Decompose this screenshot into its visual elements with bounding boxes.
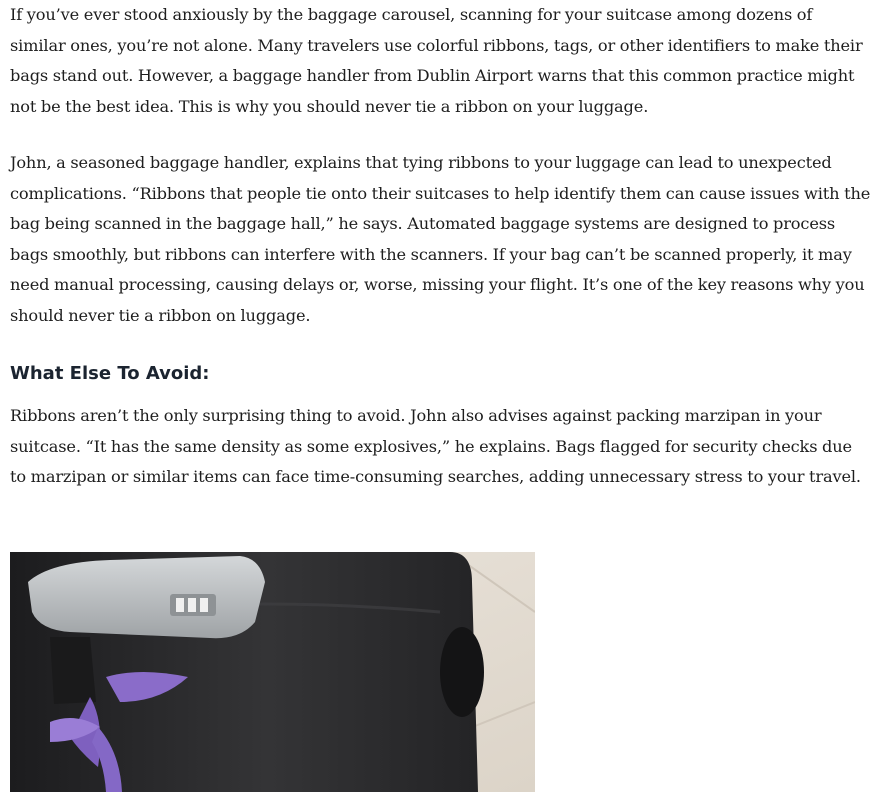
suitcase-ribbon-photo (10, 552, 535, 792)
handle-housing (28, 556, 265, 638)
section-heading: What Else To Avoid: (10, 363, 210, 384)
intro-paragraph: If you’ve ever stood anxiously by the baggage carousel, scanning for your suitcase among dozens of similar ones, you’re not alone. Many travelers use colorful ribbons, tags, or other identifiers to make their bags stand out. However, a baggage handler from Dublin Airport warns that this common practice might not be the best idea. This is why you should never tie a ribbon on your luggage. (10, 5, 863, 116)
section-paragraph: Ribbons aren’t the only surprising thing to avoid. John also advises against packing marzipan in your suitcase. “It has the same density as some explosives,” he explains. Bags flagged for security checks due to marzipan or similar items can face time-consuming searches, adding unnecessary stress to your travel. (10, 406, 861, 487)
clasp-arm (50, 637, 96, 704)
lock-dial (200, 598, 208, 612)
lock-dial (188, 598, 196, 612)
wheel (440, 627, 484, 717)
suitcase-ribbon-illustration (10, 552, 535, 792)
lock-dial (176, 598, 184, 612)
body-paragraph: John, a seasoned baggage handler, explains that tying ribbons to your luggage can lead to unexpected complications. “Ribbons that people tie onto their suitcases to help identify them can cause issues with the bag being scanned in the baggage hall,” he says. Automated baggage systems are designed to process bags smoothly, but ribbons can interfere with the scanners. If your bag can’t be scanned properly, it may need manual processing, causing delays or, worse, missing your flight. It’s one of the key reasons why you should never tie a ribbon on luggage. (10, 153, 871, 325)
